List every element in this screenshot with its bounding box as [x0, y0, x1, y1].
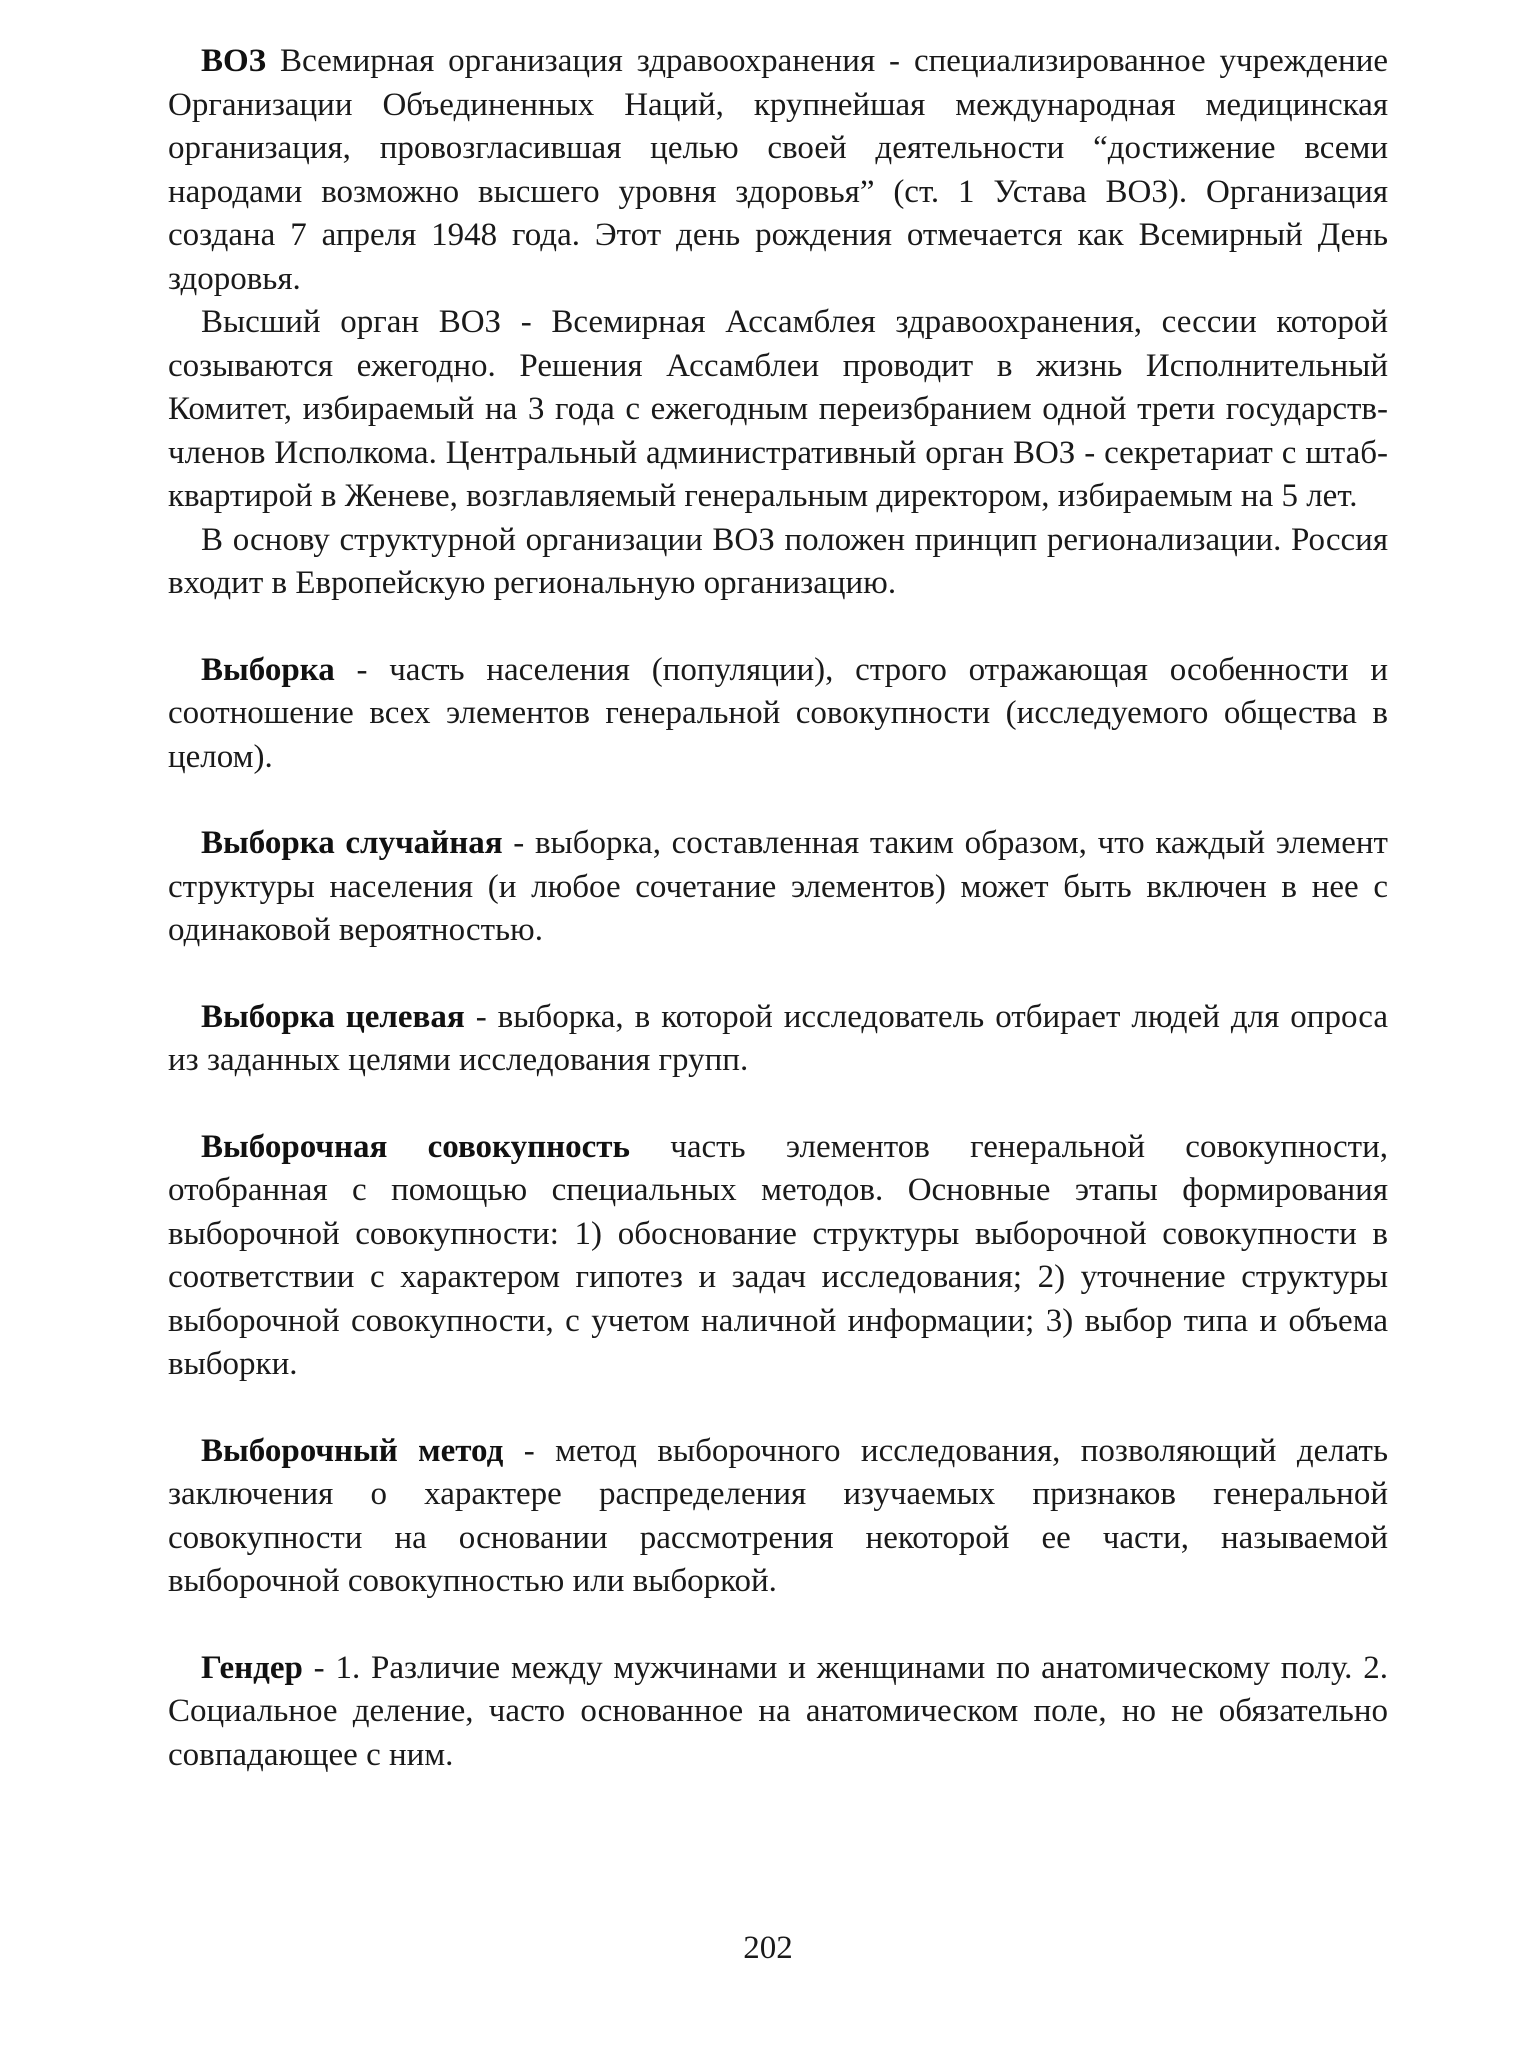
document-body	[168, 40, 1388, 1820]
entry-paragraph	[168, 996, 1388, 1083]
entry-sampling-method	[168, 1430, 1388, 1604]
entry-paragraph	[168, 1647, 1388, 1778]
entry-paragraph: В основу структурной организации ВОЗ положен принцип регионализации. Россия входит в Европейскую региональную организацию.	[168, 521, 1388, 601]
entry-definition: - 1. Различие между мужчинами и женщинами по анатомическому полу. 2. Социальное деление, часто основанное на анатомическом поле, но не обязательно совпадающее с ним.	[168, 1649, 1388, 1773]
entry-sample-population	[168, 1126, 1388, 1387]
entry-paragraph	[168, 1430, 1388, 1604]
entry-definition: - выборка, составленная таким образом, что каждый элемент структуры населения (и любое сочетание элементов) может быть включен в нее с одинаковой вероятностью.	[168, 825, 1388, 948]
entry-random-sample	[168, 822, 1388, 953]
entry-paragraph	[168, 1126, 1388, 1387]
entry-definition: - метод выборочного исследования, позволяющий делать заключения о характере распределения изучаемых признаков генеральной совокупности на основании рассмотрения некоторой ее части, называемой выборочной совокупностью или выборкой.	[168, 1432, 1388, 1599]
entry-term: Выборка случайная	[201, 825, 503, 861]
entry-paragraph	[168, 40, 1388, 301]
entry-paragraph: Высший орган ВОЗ - Всемирная Ассамблея здравоохранения, сессии которой созываются ежегодно. Решения Ассамблеи проводит в жизнь Исполнительный Комитет, избираемый на 3 года с ежегодным переизбранием одной трети государств-членов Исполкома. Центральный административный орган ВОЗ - секретариат с штаб-квартирой в Женеве, возглавляемый генеральным директором, избираемым на 5 лет.	[168, 304, 1388, 514]
entry-target-sample	[168, 996, 1388, 1083]
entry-term: Гендер	[201, 1649, 303, 1686]
entry-term: Выборка	[201, 651, 335, 688]
entry-term: ВОЗ	[201, 43, 267, 79]
entry-definition: - выборка, в которой исследователь отбирает людей для опроса из заданных целями исследования групп.	[168, 998, 1388, 1078]
entry-paragraph	[168, 649, 1388, 780]
page-number: 202	[743, 1930, 793, 1966]
entry-definition: - часть населения (популяции), строго отражающая особенности и соотношение всех элементов генеральной совокупности (исследуемого общества в целом).	[168, 651, 1388, 775]
entry-sample	[168, 649, 1388, 780]
entry-who	[168, 40, 1388, 606]
entry-paragraph	[168, 822, 1388, 953]
entry-definition: Всемирная организация здравоохранения - специализированное учреждение Организации Объединенных Наций, крупнейшая международная медицинская организация, провозгласившая целью своей деятельности “достижение всеми народами возможно высшего уровня здоровья” (ст. 1 Устава ВОЗ). Организация создана 7 апреля 1948 года. Этот день рождения отмечается как Всемирный День здоровья.	[168, 43, 1388, 297]
entry-gender	[168, 1647, 1388, 1778]
entry-definition: часть элементов генеральной совокупности, отобранная с помощью специальных методов. Основные этапы формирования выборочной совокупности: 1) обоснование структуры выборочной совокупности в соответствии с характером гипотез и задач исследования; 2) уточнение структуры выборочной совокупности, с учетом наличной информации; 3) выбор типа и объема выборки.	[168, 1128, 1388, 1382]
entry-term: Выборочная совокупность	[201, 1128, 630, 1165]
entry-term: Выборка целевая	[201, 998, 465, 1035]
entry-term: Выборочный метод	[201, 1432, 504, 1469]
